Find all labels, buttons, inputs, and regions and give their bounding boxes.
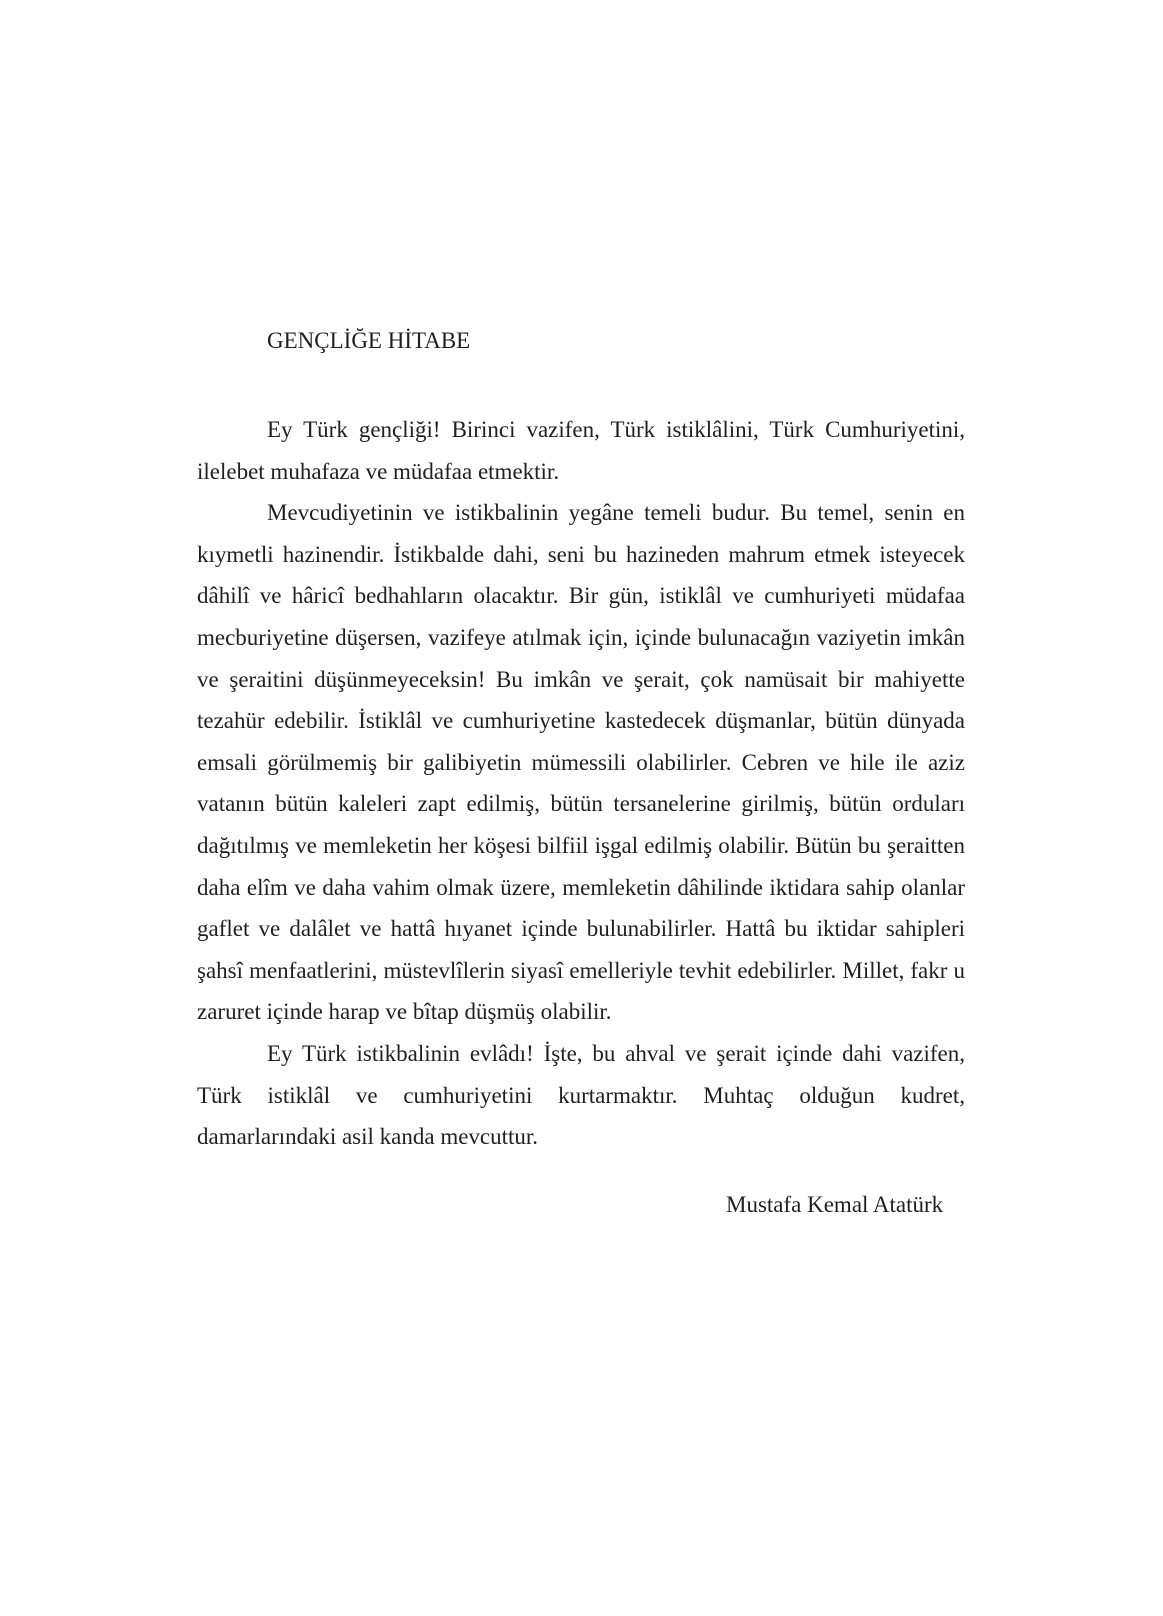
paragraph-2: Mevcudiyetinin ve istikbalinin yegâne temeli budur. Bu temel, senin en kıymetli hazinendir. İstikbalde dahi, seni bu hazineden mahrum etmek isteyecek dâhilî ve hâricî bedhahların olacaktır. Bir gün, istiklâl ve cumhuriyeti müdafaa mecburiyetine düşersen, vazifeye atılmak için, içinde bulunacağın vaziyetin imkân ve şeraitini düşünmeyeceksin! Bu imkân ve şerait, çok namüsait bir mahiyette tezahür edebilir. İstiklâl ve cumhuriyetine kastedecek düşmanlar, bütün dünyada emsali görülmemiş bir galibiyetin mümessili olabilirler. Cebren ve hile ile aziz vatanın bütün kaleleri zapt edilmiş, bütün tersanelerine girilmiş, bütün orduları dağıtılmış ve memleketin her köşesi bilfiil işgal edilmiş olabilir. Bütün bu şeraitten daha elîm ve daha vahim olmak üzere, memleketin dâhilinde iktidara sahip olanlar gaflet ve dalâlet ve hattâ hıyanet içinde bulunabilirler. Hattâ bu iktidar sahipleri şahsî menfaatlerini, müstevlîlerin siyasî emelleriyle tevhit edebilirler. Millet, fakr u zaruret içinde harap ve bîtap düşmüş olabilir.	[197, 500, 965, 1025]
page-title: GENÇLİĞE HİTABE	[267, 328, 471, 353]
paragraph-3: Ey Türk istikbalinin evlâdı! İşte, bu ahval ve şerait içinde dahi vazifen, Türk istiklâl ve cumhuriyetini kurtarmaktır. Muhtaç olduğun kudret, damarlarındaki asil kanda mevcuttur.	[197, 1040, 965, 1150]
paragraph-1: Ey Türk gençliği! Birinci vazifen, Türk istiklâlini, Türk Cumhuriyetini, ilelebet muhafaza ve müdafaa etmektir.	[197, 417, 965, 484]
signature: Mustafa Kemal Atatürk	[726, 1192, 944, 1217]
document-body	[197, 409, 965, 1158]
